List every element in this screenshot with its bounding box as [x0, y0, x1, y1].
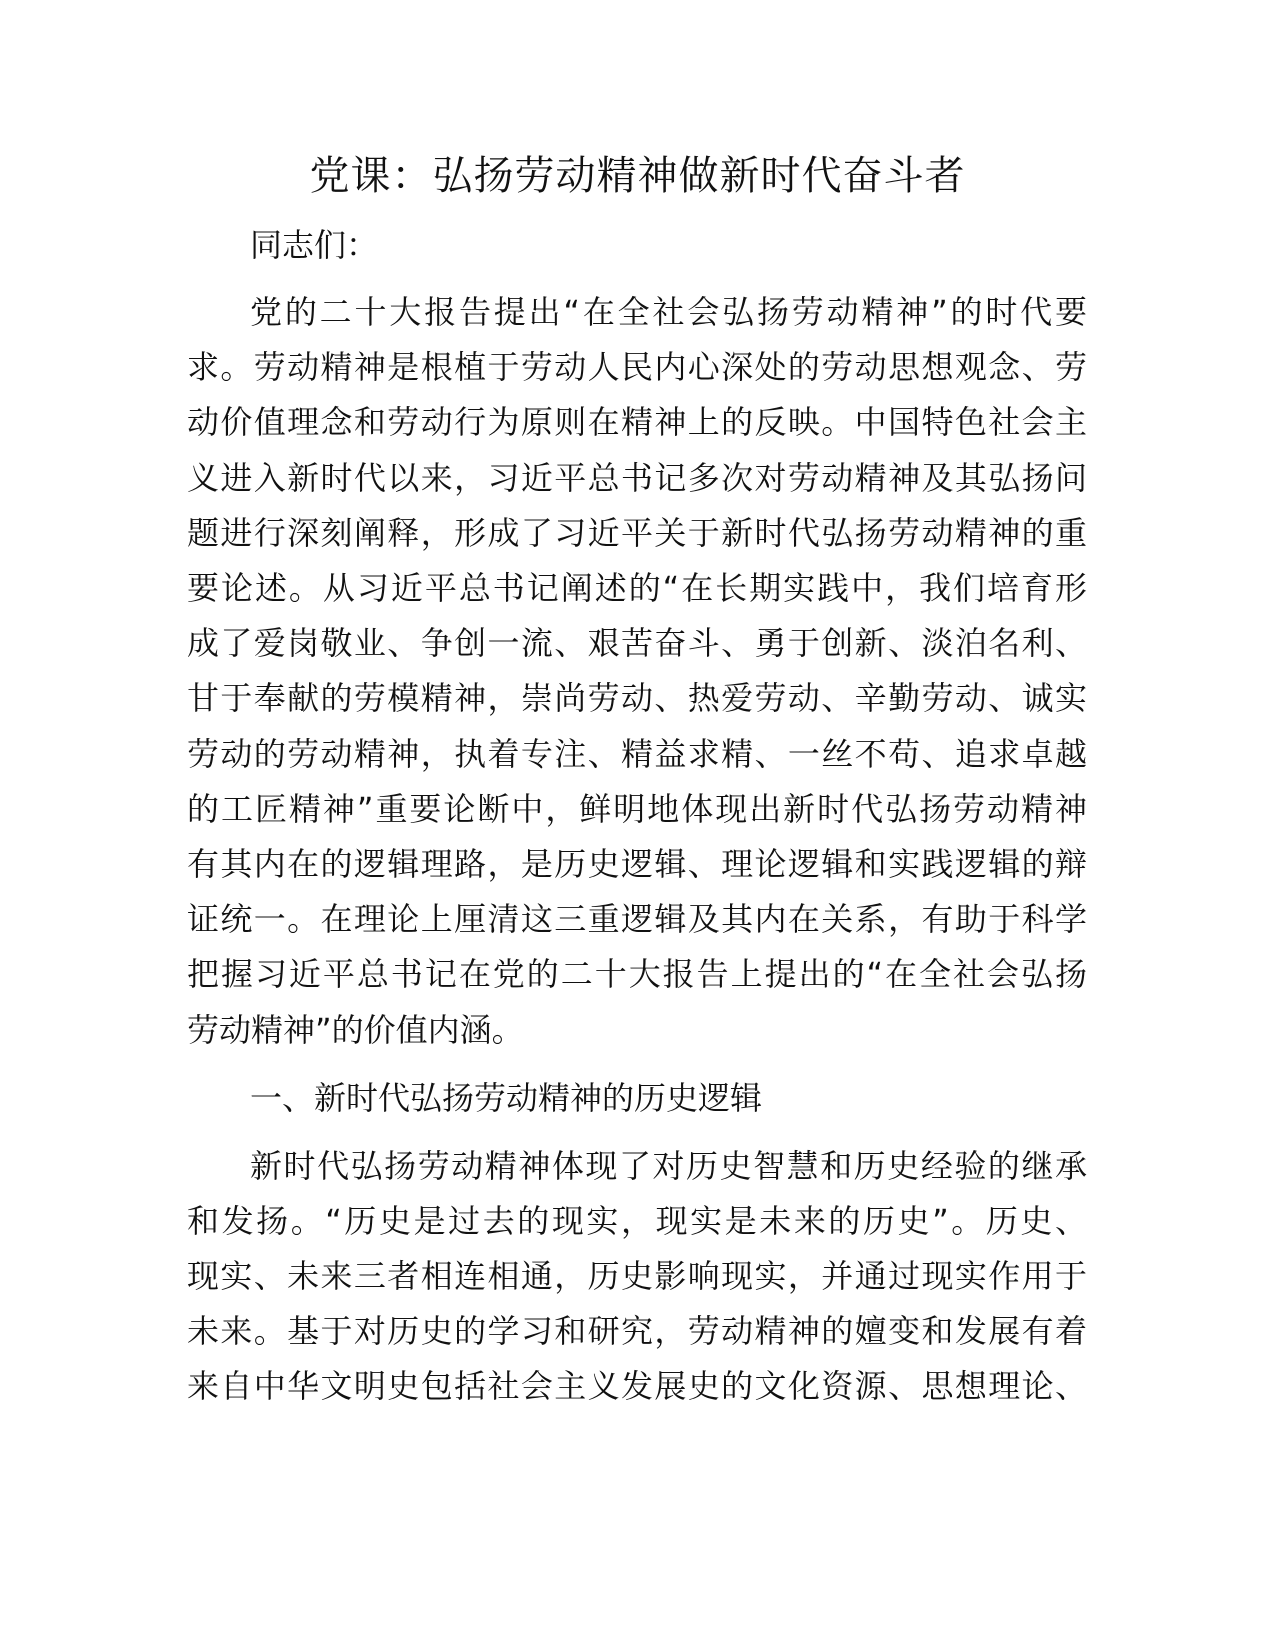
- paragraph-line: 党的二十大报告提出“在全社会弘扬劳动精神”的时代要: [250, 293, 1087, 331]
- salutation: 同志们：: [250, 226, 379, 264]
- paragraph-line: 求。劳动精神是根植于劳动人民内心深处的劳动思想观念、劳: [187, 348, 1087, 386]
- paragraph-line: 甘于奉献的劳模精神，崇尚劳动、热爱劳动、辛勤劳动、诚实: [187, 679, 1087, 717]
- paragraph-line: 要论述。从习近平总书记阐述的“在长期实践中，我们培育形: [187, 569, 1087, 607]
- paragraph-line: 未来。基于对历史的学习和研究，劳动精神的嬗变和发展有着: [187, 1312, 1087, 1350]
- paragraph-line: 成了爱岗敬业、争创一流、艰苦奋斗、勇于创新、淡泊名利、: [187, 624, 1087, 662]
- paragraph-line: 新时代弘扬劳动精神体现了对历史智慧和历史经验的继承: [250, 1147, 1087, 1185]
- paragraph-line: 动价值理念和劳动行为原则在精神上的反映。中国特色社会主: [187, 403, 1087, 441]
- paragraph-line: 的工匠精神”重要论断中，鲜明地体现出新时代弘扬劳动精神: [187, 790, 1087, 828]
- paragraph-line: 题进行深刻阐释，形成了习近平关于新时代弘扬劳动精神的重: [187, 514, 1087, 552]
- document-title: 党课：弘扬劳动精神做新时代奋斗者: [309, 153, 966, 199]
- paragraph-line: 把握习近平总书记在党的二十大报告上提出的“在全社会弘扬: [187, 955, 1087, 993]
- paragraph-line: 现实、未来三者相连相通，历史影响现实，并通过现实作用于: [187, 1257, 1087, 1295]
- paragraph-line: 劳动精神”的价值内涵。: [187, 1011, 524, 1049]
- paragraph-line: 义进入新时代以来，习近平总书记多次对劳动精神及其弘扬问: [187, 459, 1087, 497]
- paragraph-line: 来自中华文明史包括社会主义发展史的文化资源、思想理论、: [187, 1367, 1087, 1405]
- paragraph-line: 证统一。在理论上厘清这三重逻辑及其内在关系，有助于科学: [187, 900, 1087, 938]
- section-heading: 一、新时代弘扬劳动精神的历史逻辑: [250, 1079, 763, 1117]
- paragraph-line: 劳动的劳动精神，执着专注、精益求精、一丝不苟、追求卓越: [187, 735, 1087, 773]
- paragraph-line: 和发扬。“历史是过去的现实，现实是未来的历史”。历史、: [187, 1202, 1087, 1240]
- paragraph-line: 有其内在的逻辑理路，是历史逻辑、理论逻辑和实践逻辑的辩: [187, 845, 1087, 883]
